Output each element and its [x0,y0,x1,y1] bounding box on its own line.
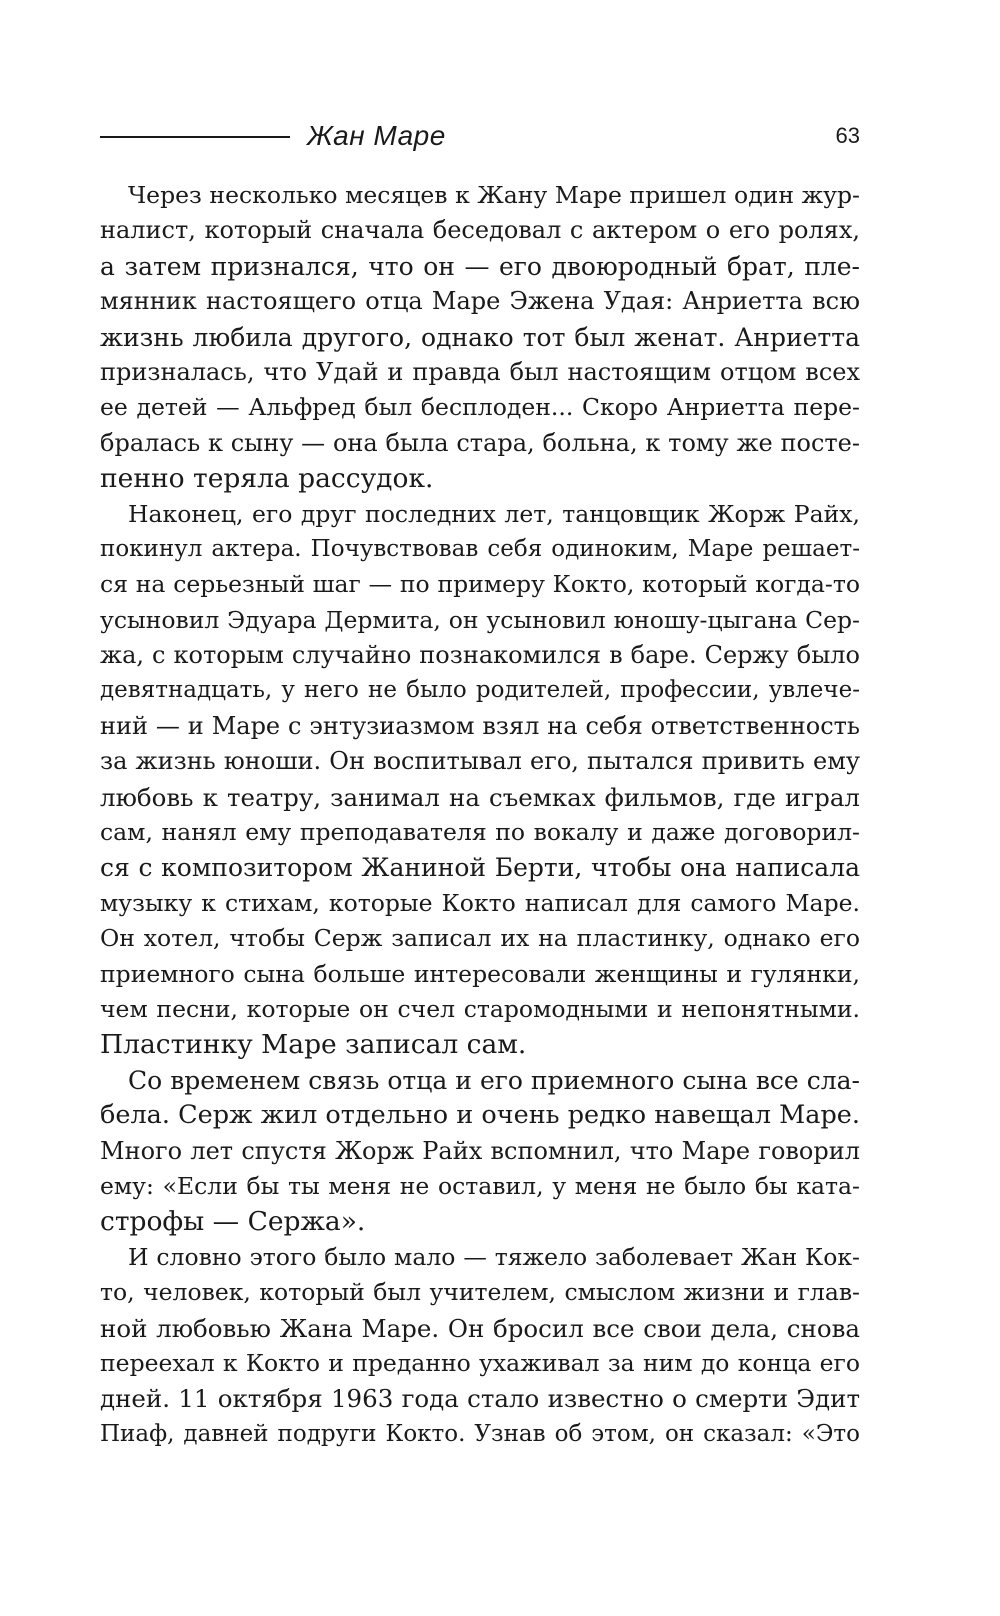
text-line: приемного сына больше интересовали женщины и гулянки, [100,959,860,988]
text-line: музыку к стихам, которые Кокто написал для самого Маре. [100,888,860,917]
text-line: а затем признался, что он — его двоюродный брат, пле- [100,251,860,281]
running-title: Жан Маре [307,120,446,151]
text-line: бела. Серж жил отдельно и очень редко навещал Маре. [100,1100,860,1131]
text-line: ее детей — Альфред был бесплоден... Скоро Анриетта пере- [100,393,860,422]
text-line: строфы — Сержа». [100,1206,366,1238]
text-line: Пиаф, давней подруги Кокто. Узнав об этом, он сказал: «Это [100,1420,860,1447]
text-line: Наконец, его друг последних лет, танцовщик Жорж Райх, [128,499,860,528]
text-line: дней. 11 октября 1963 года стало известно о смерти Эдит [100,1384,860,1414]
text-line: то, человек, который был учителем, смыслом жизни и глав- [100,1278,860,1307]
text-line: девятнадцать, у него не было родителей, профессии, увлече- [100,677,860,704]
text-line: жа, с которым случайно познакомился в баре. Сержу было [100,641,860,670]
text-line: ной любовью Жана Маре. Он бросил все свои дела, снова [100,1313,860,1343]
header-rule [100,136,290,138]
body-text [100,178,860,1452]
text-line: мянник настоящего отца Маре Эжена Удая: Анриетта всю [100,287,860,316]
text-line: бралась к сыну — она была стара, больна, к тому же посте- [100,428,860,457]
text-line: Он хотел, чтобы Серж записал их на пластинку, однако его [100,924,860,953]
text-line: жизнь любила другого, однако тот был женат. Анриетта [100,322,860,352]
text-line: Через несколько месяцев к Жану Маре пришел один жур- [128,181,860,209]
text-line: чем песни, которые он счел старомодными и непонятными. [100,994,860,1023]
text-line: усыновил Эдуара Дермита, он усыновил юношу-цыгана Сер- [100,605,860,634]
text-line: Со временем связь отца и его приемного сына все сла- [128,1065,860,1095]
text-line: сам, нанял ему преподавателя по вокалу и даже договорил- [100,818,860,847]
text-line: призналась, что Удай и правда был настоящим отцом всех [100,357,860,386]
text-line: ний — и Маре с энтузиазмом взял на себя ответственность [100,711,860,740]
page-number: 63 [835,123,860,148]
text-line: за жизнь юноши. Он воспитывал его, пытался привить ему [100,747,860,776]
text-line: И словно этого было мало — тяжело заболевает Жан Кок- [128,1242,860,1271]
text-line: любовь к театру, занимал на съемках фильмов, где играл [100,782,860,812]
text-line: ся на серьезный шаг — по примеру Кокто, который когда-то [100,570,860,599]
text-line: пенно теряла рассудок. [100,463,434,495]
text-line: Много лет спустя Жорж Райх вспомнил, что Маре говорил [100,1136,860,1165]
text-line: Пластинку Маре записал сам. [100,1029,527,1061]
text-line: покинул актера. Почувствовав себя одиноким, Маре решает- [100,535,860,562]
text-line: переехал к Кокто и преданно ухаживал за ним до конца его [100,1348,860,1377]
text-line: ся с композитором Жаниной Берти, чтобы она написала [100,853,860,883]
text-line: ему: «Если бы ты меня не оставил, у меня не было бы ката- [100,1171,860,1200]
running-header [100,118,860,154]
text-line: налист, который сначала беседовал с актером о его ролях, [100,216,860,245]
